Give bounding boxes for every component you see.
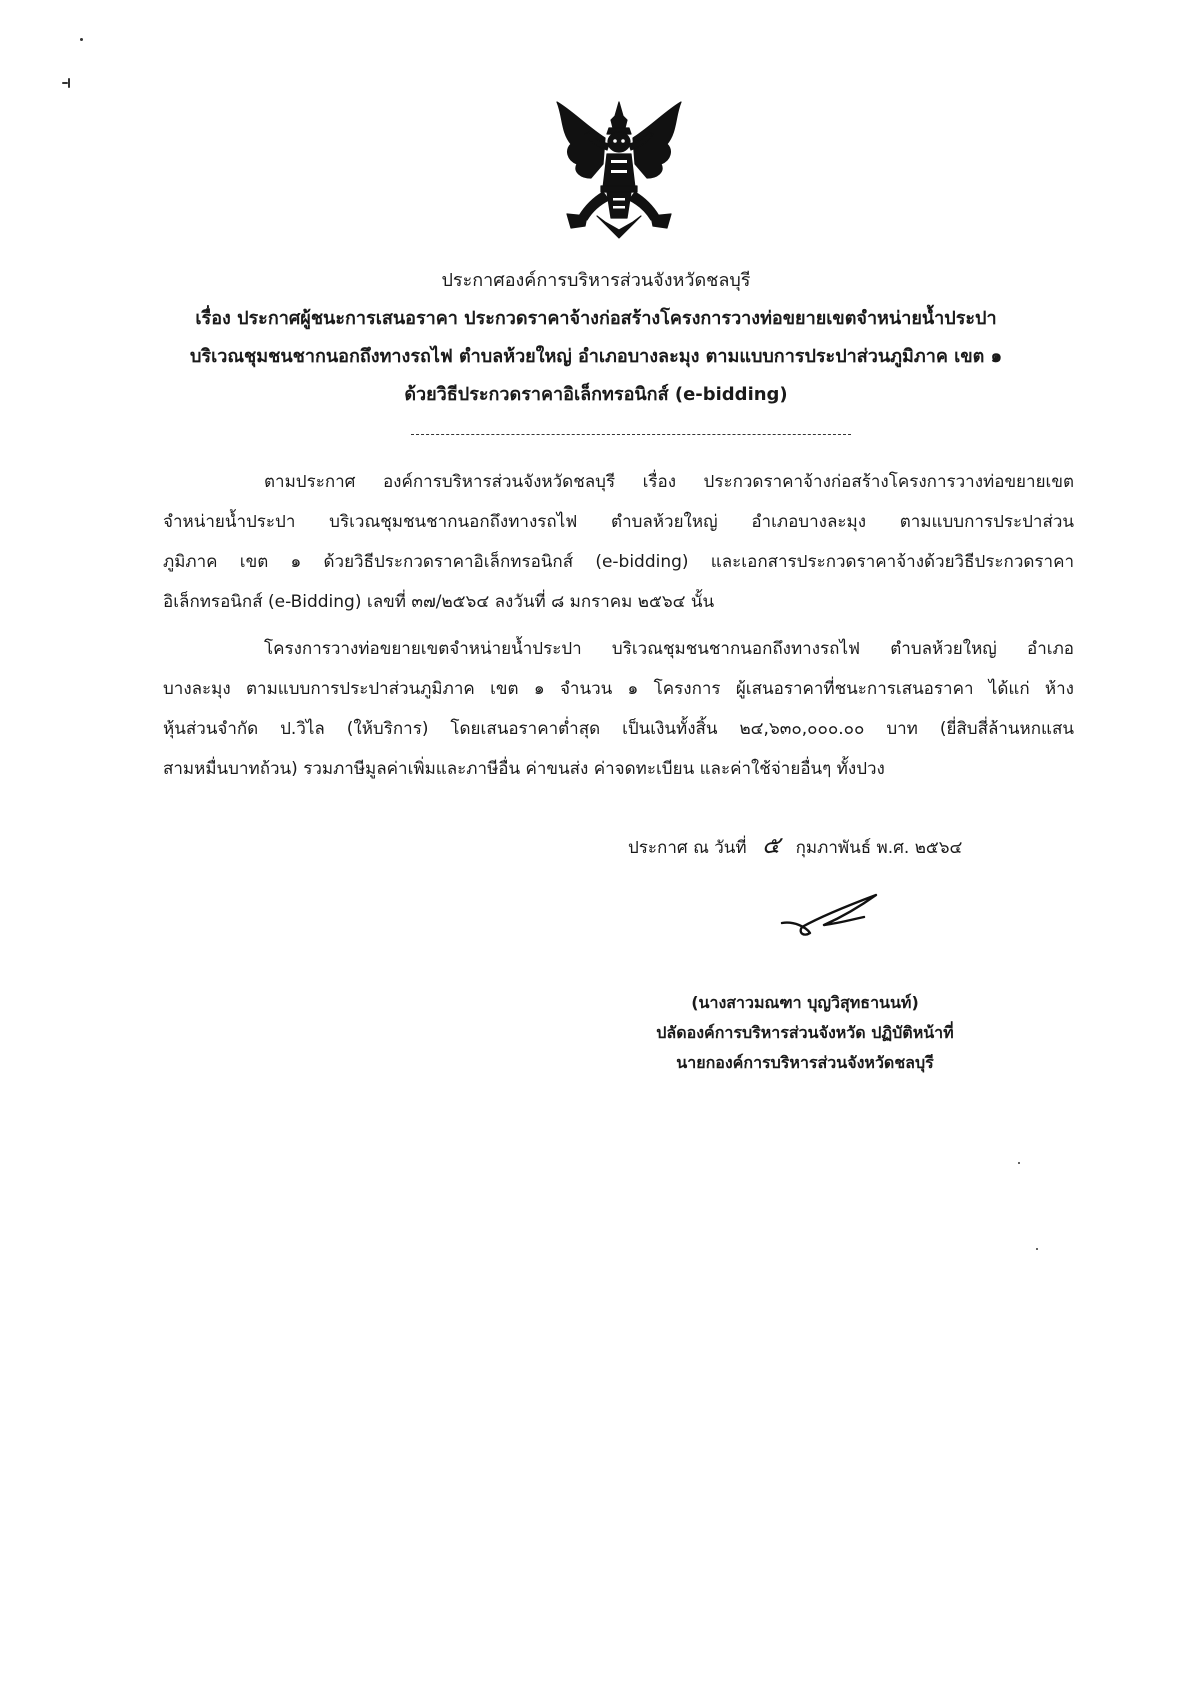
signatory-name: (นางสาวมณฑา บุญวิสุทธานนท์) <box>691 993 919 1012</box>
signatory-block <box>640 988 970 1078</box>
title-divider <box>411 434 851 435</box>
date-label: ประกาศ ณ วันที่ <box>628 838 747 858</box>
announcement-date <box>628 825 962 864</box>
scan-speck <box>1018 1162 1020 1164</box>
subject-line-2: บริเวณชุมชนชากนอกถึงทางรถไฟ ตำบลห้วยใหญ่ อำเภอบางละมุง ตามแบบการประปาส่วนภูมิภาค เขต ๑ <box>189 346 1003 367</box>
paragraph-line: สามหมื่นบาทถ้วน) รวมภาษีมูลค่าเพิ่มและภาษีอื่น ค่าขนส่ง ค่าจดทะเบียน และค่าใช้จ่ายอื่นๆ ทั้งปวง <box>163 759 885 779</box>
date-day: ๕ <box>762 831 781 859</box>
paragraph-line: อิเล็กทรอนิกส์ (e-Bidding) เลขที่ ๓๗/๒๕๖๔ ลงวันที่ ๘ มกราคม ๒๕๖๔ นั้น <box>163 592 715 612</box>
paragraph-line: ตามประกาศ องค์การบริหารส่วนจังหวัดชลบุรี เรื่อง ประกวดราคาจ้างก่อสร้างโครงการวางท่อขยายเขต <box>264 472 1074 492</box>
paragraph-line: ภูมิภาค เขต ๑ ด้วยวิธีประกวดราคาอิเล็กทรอนิกส์ (e-bidding) และเอกสารประกวดราคาจ้างด้วยวิธีประกวดราคา <box>163 552 1074 572</box>
date-month-year: กุมภาพันธ์ พ.ศ. ๒๕๖๔ <box>795 838 963 858</box>
subject-line-3: ด้วยวิธีประกวดราคาอิเล็กทรอนิกส์ (e-bidding) <box>404 384 788 405</box>
paragraph-line: จำหน่ายน้ำประปา บริเวณชุมชนชากนอกถึงทางรถไฟ ตำบลห้วยใหญ่ อำเภอบางละมุง ตามแบบการประปาส่วน <box>163 512 1074 532</box>
scan-speck <box>80 38 83 41</box>
signatory-position-2: นายกองค์การบริหารส่วนจังหวัดชลบุรี <box>676 1053 934 1072</box>
announcement-header <box>120 262 1072 414</box>
scan-speck <box>1036 1248 1038 1250</box>
signatory-position-1: ปลัดองค์การบริหารส่วนจังหวัด ปฏิบัติหน้าที่ <box>656 1023 954 1042</box>
paragraph-line: บางละมุง ตามแบบการประปาส่วนภูมิภาค เขต ๑ จำนวน ๑ โครงการ ผู้เสนอราคาที่ชนะการเสนอราคา ได้แก่ ห้าง <box>163 679 1074 699</box>
paragraph-line: หุ้นส่วนจำกัด ป.วิไล (ให้บริการ) โดยเสนอราคาต่ำสุด เป็นเงินทั้งสิ้น ๒๔,๖๓๐,๐๐๐.๐๐ บาท (ยี่สิบสี่ล้านหกแสน <box>163 719 1074 739</box>
subject-line-1: เรื่อง ประกาศผู้ชนะการเสนอราคา ประกวดราคาจ้างก่อสร้างโครงการวางท่อขยายเขตจำหน่ายน้ำประปา <box>195 308 997 329</box>
paragraph-line: โครงการวางท่อขยายเขตจำหน่ายน้ำประปา บริเวณชุมชนชากนอกถึงทางรถไฟ ตำบลห้วยใหญ่ อำเภอ <box>264 639 1074 659</box>
scan-speck <box>68 78 70 88</box>
garuda-emblem-icon <box>549 98 689 243</box>
agency-title: ประกาศองค์การบริหารส่วนจังหวัดชลบุรี <box>441 270 751 291</box>
signature-icon <box>780 893 880 943</box>
